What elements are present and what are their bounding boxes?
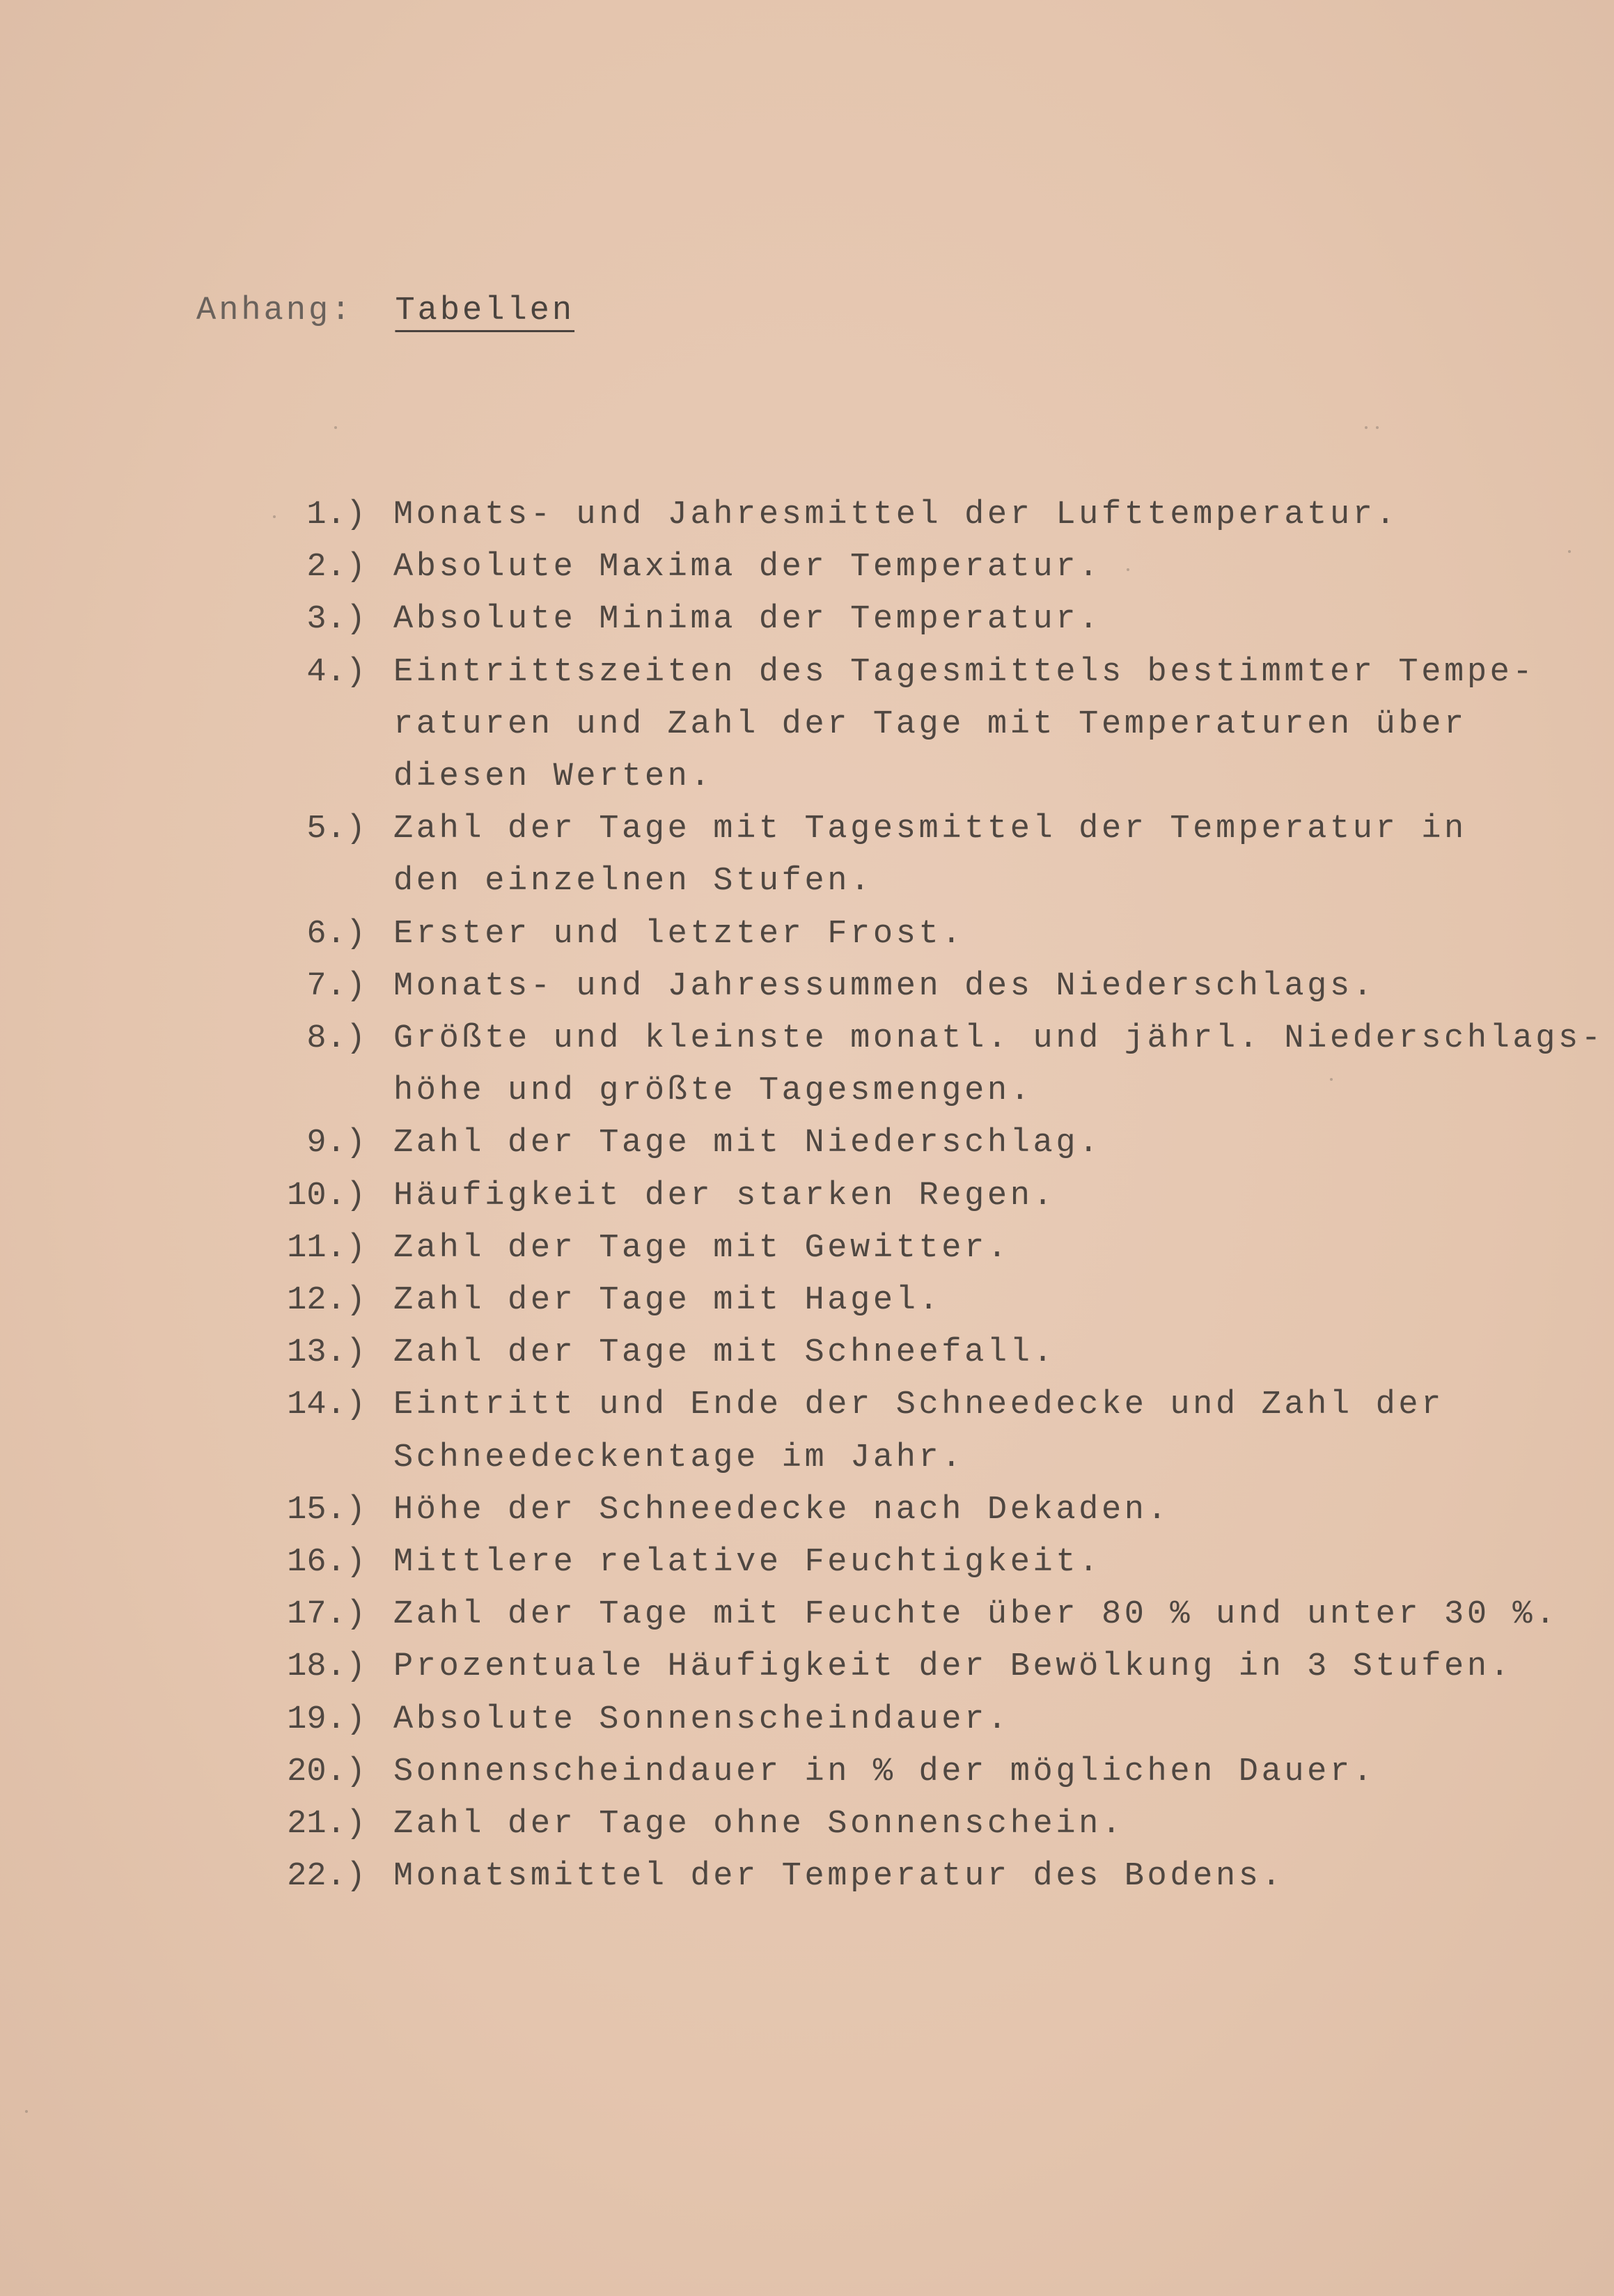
item-number: 6.) [306,915,366,953]
item-text [393,1798,1125,1850]
item-number: 15.) [287,1491,366,1529]
list-item [230,1013,1604,1117]
paper-speck [1365,426,1368,429]
item-text-line: Höhe der Schneedecke nach Dekaden. [393,1491,1170,1529]
item-text-line: Erster und letzter Frost. [393,915,965,953]
item-number: 9.) [306,1125,366,1162]
item-text [393,1746,1376,1798]
item-number: 22.) [287,1858,366,1896]
item-text [393,1536,1102,1588]
item-text-line: Größte und kleinste monatl. und jährl. Niederschlags- [393,1020,1604,1058]
list-item [230,489,1553,541]
list-item [230,1798,1553,1850]
list-item [230,1274,1553,1327]
list-item [230,1536,1553,1588]
list-item [230,1170,1553,1222]
item-number: 11.) [287,1229,366,1267]
list-item [230,1484,1553,1536]
item-text-line: Schneedeckentage im Jahr. [393,1439,965,1476]
page-heading [196,292,574,329]
item-number: 14.) [287,1387,366,1424]
item-text [393,1694,1010,1746]
item-text [393,1013,1604,1117]
item-text [393,1588,1558,1641]
list-item [230,908,1553,960]
item-text-line: Monats- und Jahresmittel der Lufttemperatur. [393,497,1399,533]
item-text-line: Zahl der Tage mit Gewitter. [393,1229,1010,1267]
table-list [230,489,1604,1903]
paper-speck [25,2110,28,2113]
item-number: 4.) [306,653,366,691]
item-text-line: Mittlere relative Feuchtigkeit. [393,1544,1102,1582]
item-number: 1.) [306,497,366,533]
item-text-line: höhe und größte Tagesmengen. [393,1072,1033,1110]
item-text [393,541,1102,593]
item-number: 10.) [287,1177,366,1215]
item-number: 5.) [306,811,366,848]
item-text [393,593,1102,646]
list-item [230,646,1553,804]
list-item [230,1850,1553,1903]
list-item [230,1746,1553,1798]
item-text-line: Zahl der Tage mit Niederschlag. [393,1125,1102,1162]
item-number: 18.) [287,1648,366,1686]
item-text-line: Absolute Maxima der Temperatur. [393,549,1102,586]
paper-speck [334,426,337,429]
item-text [393,646,1535,804]
item-text-line: Prozentuale Häufigkeit der Bewölkung in 3 Stufen. [393,1648,1513,1686]
item-text [393,803,1467,907]
item-number: 8.) [306,1020,366,1058]
list-item [230,960,1553,1013]
item-text-line: Zahl der Tage ohne Sonnenschein. [393,1806,1125,1843]
list-item [230,1379,1553,1483]
heading-title: Tabellen [395,292,575,329]
list-item [230,1222,1553,1274]
item-text [393,1222,1010,1274]
list-item [230,1588,1559,1641]
item-text [393,960,1376,1013]
item-text-line: raturen und Zahl der Tage mit Temperaturen über [393,705,1467,743]
item-text [393,1170,1056,1222]
list-item [230,1327,1553,1379]
item-text-line: Eintritt und Ende der Schneedecke und Zahl der [393,1387,1445,1424]
list-item [230,1641,1553,1693]
item-text-line: Absolute Minima der Temperatur. [393,601,1102,639]
list-item [230,593,1553,646]
item-number: 16.) [287,1544,366,1582]
item-number: 3.) [306,601,366,639]
list-item [230,1694,1553,1746]
list-item [230,541,1553,593]
heading-label: Anhang: [196,292,354,329]
item-text [393,1274,941,1327]
item-number: 2.) [306,549,366,586]
item-text-line: Zahl der Tage mit Schneefall. [393,1334,1056,1372]
item-text [393,1327,1056,1379]
item-text-line: Sonnenscheindauer in % der möglichen Dauer. [393,1753,1376,1790]
item-number: 7.) [306,967,366,1005]
item-number: 17.) [287,1596,366,1634]
item-number: 13.) [287,1334,366,1372]
list-item [230,1117,1553,1169]
paper-speck [273,515,276,518]
item-text-line: Monats- und Jahressummen des Niederschlags. [393,967,1376,1005]
item-text-line: Absolute Sonnenscheindauer. [393,1701,1010,1738]
item-text-line: Eintrittszeiten des Tagesmittels bestimmter Tempe- [393,653,1536,691]
item-text-line: Zahl der Tage mit Feuchte über 80 % und unter 30 %. [393,1596,1559,1634]
item-text [393,1484,1170,1536]
item-number: 20.) [287,1753,366,1790]
list-item [230,803,1553,907]
paper-speck [1330,1078,1333,1081]
paper-speck [1127,568,1129,571]
item-number: 12.) [287,1282,366,1320]
item-text [393,908,964,960]
item-text [393,489,1398,541]
item-text-line: Monatsmittel der Temperatur des Bodens. [393,1858,1285,1896]
item-number: 19.) [287,1701,366,1738]
item-text-line: diesen Werten. [393,758,714,796]
paper-speck [1376,426,1379,429]
item-text [393,1850,1284,1903]
item-text [393,1641,1512,1693]
paper-speck [1568,550,1571,553]
item-number: 21.) [287,1806,366,1843]
item-text [393,1117,1102,1169]
item-text-line: Häufigkeit der starken Regen. [393,1177,1056,1215]
item-text-line: den einzelnen Stufen. [393,863,873,900]
item-text-line: Zahl der Tage mit Hagel. [393,1282,942,1320]
item-text [393,1379,1444,1483]
item-text-line: Zahl der Tage mit Tagesmittel der Temperatur in [393,811,1467,848]
